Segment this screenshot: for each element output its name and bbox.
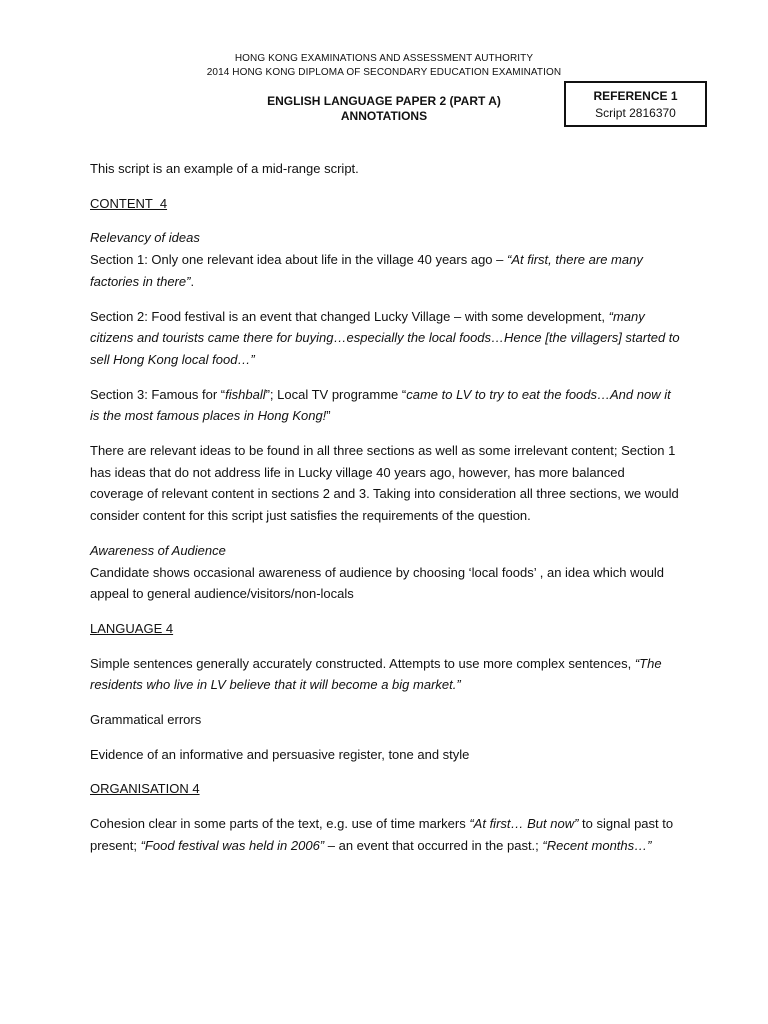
audience-subheading: Awareness of Audience [90, 542, 226, 558]
script-number: Script 2816370 [595, 106, 676, 120]
cohesion-quote-1: “At first… But now” [469, 816, 579, 832]
audience-text: Candidate shows occasional awareness of audience by choosing ‘local foods’ , an idea which would appeal to general audience/visitors/non-locals [90, 564, 665, 602]
section1-paragraph [90, 249, 680, 292]
content-heading: CONTENT 4 [90, 195, 168, 211]
sentences-text: Simple sentences generally accurately constructed. Attempts to use more complex sentences, [90, 655, 635, 671]
annotation-body [90, 158, 680, 870]
section3-text-b: ”; Local TV programme “ [265, 386, 407, 402]
cohesion-text-a: Cohesion clear in some parts of the text, e.g. use of time markers [90, 816, 470, 832]
section2-quote: “many citizens and tourists came there for buying…especially the local foods…Hence [the villagers] started to sell Hong Kong local food…” [90, 308, 680, 367]
reference-box [564, 81, 707, 127]
sentences-paragraph [90, 653, 680, 696]
register-text: Evidence of an informative and persuasive register, tone and style [90, 746, 470, 762]
organisation-heading: ORGANISATION 4 [90, 781, 200, 797]
section3-paragraph [90, 384, 680, 427]
section1-text: Section 1: Only one relevant idea about life in the village 40 years ago – [90, 252, 507, 268]
cohesion-text-b: to signal past to present; [90, 816, 674, 853]
exam-authority-header [0, 52, 768, 80]
cohesion-text-c: – an event that occurred in the past.; [324, 837, 543, 853]
section3-quote: came to LV to try to eat the foods…And now it is the most famous places in Hong Kong! [90, 386, 671, 424]
title-line-annotations: ANNOTATIONS [340, 109, 428, 123]
reference-label: REFERENCE 1 [593, 89, 678, 103]
section3-fishball: fishball [225, 386, 266, 402]
authority-line: HONG KONG EXAMINATIONS AND ASSESSMENT AUTHORITY [234, 53, 534, 64]
section1-quote: “At first, there are many factories in there” [90, 252, 643, 289]
language-heading: LANGUAGE 4 [90, 620, 174, 636]
title-line-paper: ENGLISH LANGUAGE PAPER 2 (PART A) [267, 94, 501, 108]
cohesion-paragraph [90, 813, 680, 856]
section2-text: Section 2: Food festival is an event that changed Lucky Village – with some development, [90, 308, 609, 324]
relevancy-subheading: Relevancy of ideas [90, 230, 200, 246]
section2-paragraph [90, 306, 680, 371]
grammar-text: Grammatical errors [90, 712, 202, 728]
intro-paragraph: This script is an example of a mid-range script. [90, 161, 359, 176]
exam-line: 2014 HONG KONG DIPLOMA OF SECONDARY EDUCATION EXAMINATION [206, 67, 562, 78]
section1-end: . [190, 273, 195, 289]
sentences-quote: “The residents who live in LV believe that it will become a big market.” [90, 655, 662, 693]
section3-end: ” [326, 408, 331, 424]
content-summary: There are relevant ideas to be found in all three sections as well as some irrelevant content; Section 1 has ideas that do not address life in Lucky village 40 years ago, however, has more balanced coverage of relevant content in sections 2 and 3. Taking into consideration all three sections, we would consider content for this script just satisfies the requirements of the question. [90, 443, 679, 524]
cohesion-quote-3: “Recent months…” [542, 837, 652, 853]
cohesion-quote-2: “Food festival was held in 2006” [140, 837, 325, 853]
section3-text-a: Section 3: Famous for “ [90, 386, 226, 402]
